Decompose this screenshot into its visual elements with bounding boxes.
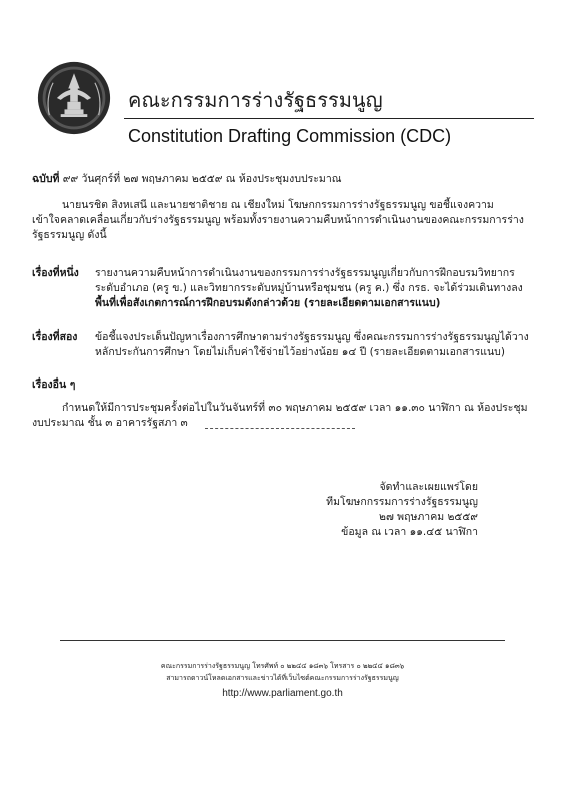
other-matters-label: เรื่องอื่น ๆ <box>32 379 76 391</box>
other-line: งบประมาณ ชั้น ๓ อาคารรัฐสภา ๓ <box>32 417 188 429</box>
agenda-body-1 <box>95 266 523 311</box>
commission-title-english: Constitution Drafting Commission (CDC) <box>128 126 452 146</box>
footer-divider <box>60 640 505 641</box>
section-divider <box>205 428 355 429</box>
agenda-label-2: เรื่องที่สอง <box>32 331 78 343</box>
agenda-line: รายงานความคืบหน้าการดำเนินงานของกรรมการร่างรัฐธรรมนูญเกี่ยวกับการฝึกอบรมวิทยากร <box>95 267 515 279</box>
commission-title-thai: คณะกรรมการร่างรัฐธรรมนูญ <box>128 88 383 112</box>
signature-block <box>326 480 478 540</box>
download-line: สามารถดาวน์โหลดเอกสารและข่าวได้ที่เว็บไซต์คณะกรรมการร่างรัฐธรรมนูญ <box>166 674 399 682</box>
contact-line: คณะกรรมการร่างรัฐธรรมนูญ โทรศัพท์ ๐ ๒๒๔๔ ๑๘๓๖ โทรสาร ๐ ๒๒๔๔ ๑๘๓๖ <box>160 662 405 670</box>
footer <box>60 660 505 700</box>
header-divider <box>124 118 534 119</box>
meeting-details: ๙๙ วันศุกร์ที่ ๒๗ พฤษภาคม ๒๕๕๙ ณ ห้องประชุมงบประมาณ <box>62 173 342 185</box>
issue-label: ฉบับที่ <box>32 173 60 185</box>
publisher-line: จัดทำและเผยแพร่โดย <box>379 481 478 493</box>
agenda-line: หลักประกันการศึกษา โดยไม่เก็บค่าใช้จ่ายไว้อย่างน้อย ๑๔ ปี (รายละเอียดตามเอกสารแนบ) <box>95 346 505 358</box>
date-line: ๒๗ พฤษภาคม ๒๕๕๙ <box>379 511 478 523</box>
commission-emblem-logo <box>36 60 112 136</box>
other-line: กำหนดให้มีการประชุมครั้งต่อไปในวันจันทร์ที่ ๓๐ พฤษภาคม ๒๕๕๙ เวลา ๑๑.๓๐ นาฬิกา ณ ห้องประชุม <box>62 402 528 414</box>
agenda-line: พื้นที่เพื่อสังเกตการณ์การฝึกอบรมดังกล่าวด้วย (รายละเอียดตามเอกสารแนบ) <box>95 297 441 309</box>
agenda-line: ข้อชี้แจงประเด็นปัญหาเรื่องการศึกษาตามร่างรัฐธรรมนูญ ซึ่งคณะกรรมการร่างรัฐธรรมนูญได้วาง <box>95 331 529 343</box>
website-link[interactable]: http://www.parliament.go.th <box>222 688 343 699</box>
team-line: ทีมโฆษกกรรมการร่างรัฐธรรมนูญ <box>326 496 478 508</box>
time-line: ข้อมูล ณ เวลา ๑๑.๔๕ นาฬิกา <box>341 526 478 538</box>
meeting-info <box>32 172 341 187</box>
lead-line: รัฐธรรมนูญ ดังนี้ <box>32 229 107 241</box>
agenda-line: ระดับอำเภอ (ครู ข.) และวิทยากรระดับหมู่บ้านหรือชุมชน (ครู ค.) ซึ่ง กรธ. จะได้ร่วมเดินทางลง <box>95 282 523 294</box>
lead-line: นายนรชิต สิงหเสนี และนายชาติชาย ณ เชียงใหม่ โฆษกกรรมการร่างรัฐธรรมนูญ ขอชี้แจงความ <box>62 199 494 211</box>
lead-line: เข้าใจคลาดเคลื่อนเกี่ยวกับร่างรัฐธรรมนูญ พร้อมทั้งรายงานความคืบหน้าการดำเนินงานของคณะกรรมการร่าง <box>32 214 524 226</box>
lead-paragraph <box>32 198 524 243</box>
other-matters-body <box>32 401 528 431</box>
agenda-body-2 <box>95 330 529 360</box>
agenda-label-1: เรื่องที่หนึ่ง <box>32 267 79 279</box>
